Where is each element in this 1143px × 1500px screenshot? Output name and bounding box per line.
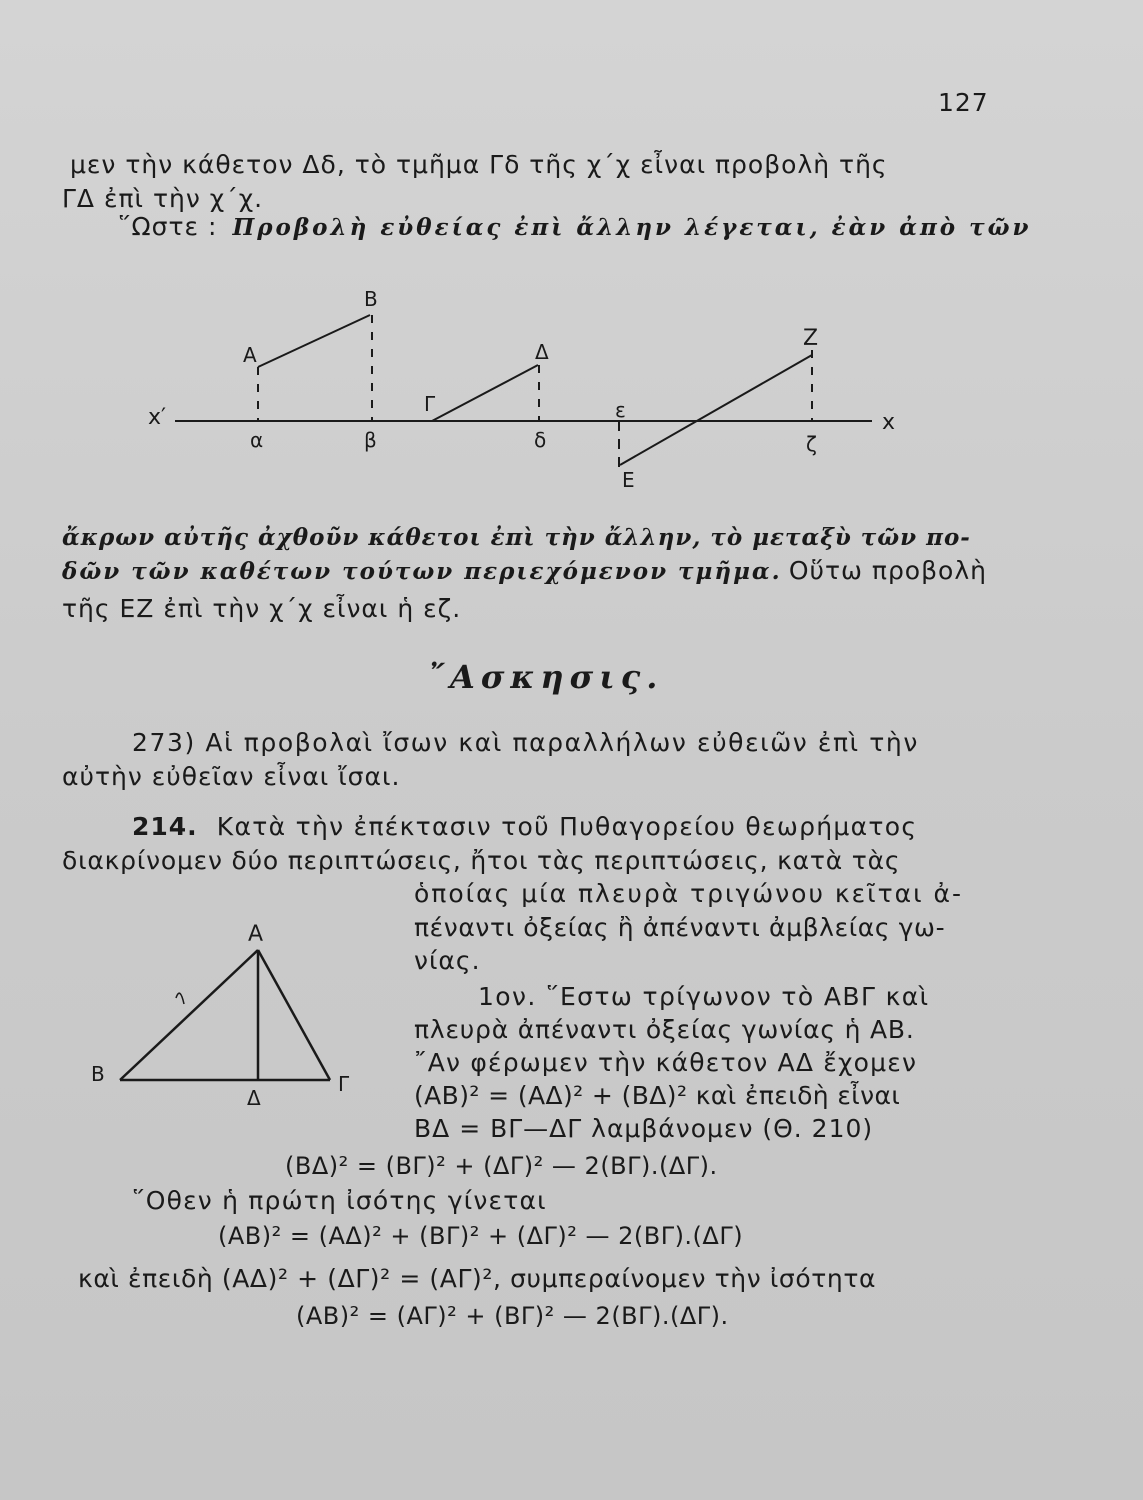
label-d: δ: [534, 428, 547, 452]
label-e-upper: ε: [615, 398, 626, 422]
section-number: 214.: [132, 812, 198, 841]
definition-italic-1: Προβολὴ εὐθείας ἐπὶ ἄλλην λέγεται, ἐὰν ἀπὸ τῶν: [232, 214, 1032, 241]
equation-1: (ΒΔ)² = (ΒΓ)² + (ΔΓ)² — 2(ΒΓ).(ΔΓ).: [285, 1152, 718, 1180]
equation-3: (ΑΒ)² = (ΑΓ)² + (ΒΓ)² — 2(ΒΓ).(ΔΓ).: [296, 1302, 729, 1330]
section-214-line-9: (ΑΒ)² = (ΑΔ)² + (ΒΔ)² καὶ ἐπειδὴ εἶναι: [414, 1081, 901, 1110]
projection-figure: [0, 285, 1143, 505]
label-x: x: [882, 410, 896, 435]
intro-line-1: μεν τὴν κάθετον Δδ, τὸ τμῆμα Γδ τῆς χ΄χ εἶναι προβολὴ τῆς: [70, 150, 888, 179]
section-214-line-1: [132, 812, 917, 842]
label-E-lower: Ε: [622, 468, 635, 492]
page-number: 127: [938, 88, 989, 117]
exercise-273-line-2: αὐτὴν εὐθεῖαν εἶναι ἴσαι.: [62, 762, 401, 791]
label-D: Δ: [535, 340, 549, 364]
triangle-figure: [80, 920, 400, 1120]
label-A: Α: [243, 343, 257, 367]
angle-mark: [176, 993, 184, 1004]
triangle-label-D: Δ: [247, 1086, 261, 1110]
exercise-heading: ῎Ασκησις.: [428, 658, 664, 696]
section-214-line-11: ῞Οθεν ἡ πρώτη ἰσότης γίνεται: [132, 1186, 547, 1215]
triangle-label-B: Β: [91, 1062, 105, 1086]
section-214-line-6: 1ον. ῞Εστω τρίγωνον τὸ ΑΒΓ καὶ: [478, 982, 930, 1011]
segment-ez: [620, 355, 812, 465]
definition-italic-3: δῶν τῶν καθέτων τούτων περιεχόμενον τμῆμα.: [62, 558, 782, 585]
section-214-line-3: ὁποίας μία πλευρὰ τριγώνου κεῖται ἀ-: [414, 879, 964, 908]
label-Z: Ζ: [803, 326, 819, 351]
definition-line-1: [118, 212, 1031, 242]
segment-ab: [258, 315, 370, 367]
section-214-line-7: πλευρὰ ἀπέναντι ὀξείας γωνίας ἡ ΑΒ.: [414, 1015, 915, 1044]
triangle-label-G: Γ: [338, 1072, 350, 1096]
section-214-line-4: πέναντι ὀξείας ἢ ἀπέναντι ἀμβλείας γω-: [414, 913, 946, 942]
definition-lead: ῞Ωστε :: [118, 212, 218, 241]
label-a: α: [250, 428, 264, 452]
definition-tail-3: Οὕτω προβολὴ: [788, 556, 987, 585]
equation-2: (ΑΒ)² = (ΑΔ)² + (ΒΓ)² + (ΔΓ)² — 2(ΒΓ).(ΔΓ): [218, 1222, 744, 1250]
section-214-line-10: ΒΔ = ΒΓ—ΔΓ λαμβάνομεν (Θ. 210): [414, 1114, 874, 1143]
intro-line-2: ΓΔ ἐπὶ τὴν χ΄χ.: [62, 184, 264, 213]
label-G: Γ: [424, 392, 436, 416]
side-ag: [258, 950, 330, 1080]
triangle-label-A: Α: [248, 922, 264, 947]
definition-line-2: ἄκρων αὐτῆς ἀχθοῦν κάθετοι ἐπὶ τὴν ἄλλην, τὸ μεταξὺ τῶν πο-: [62, 524, 971, 551]
label-B: Β: [364, 287, 378, 311]
segment-gd: [432, 365, 538, 421]
section-214-text-1: Κατὰ τὴν ἐπέκτασιν τοῦ Πυθαγορείου θεωρήματος: [216, 812, 918, 841]
section-214-line-2: διακρίνομεν δύο περιπτώσεις, ἤτοι τὰς περιπτώσεις, κατὰ τὰς: [62, 846, 901, 875]
section-214-line-8: ῎Αν φέρωμεν τὴν κάθετον ΑΔ ἔχομεν: [414, 1048, 918, 1077]
section-214-line-12: καὶ ἐπειδὴ (ΑΔ)² + (ΔΓ)² = (ΑΓ)², συμπεραίνομεν τὴν ἰσότητα: [78, 1264, 877, 1293]
label-z: ζ: [806, 432, 817, 456]
definition-line-4: τῆς ΕΖ ἐπὶ τὴν χ΄χ εἶναι ἡ εζ.: [62, 594, 462, 623]
label-x-prime: x′: [148, 405, 167, 430]
definition-line-3: [62, 556, 987, 586]
side-ab: [120, 950, 258, 1080]
label-b: β: [364, 428, 377, 452]
section-214-line-5: νίας.: [414, 946, 481, 975]
exercise-273-line-1: 273) Αἱ προβολαὶ ἴσων καὶ παραλλήλων εὐθειῶν ἐπὶ τὴν: [132, 728, 919, 757]
